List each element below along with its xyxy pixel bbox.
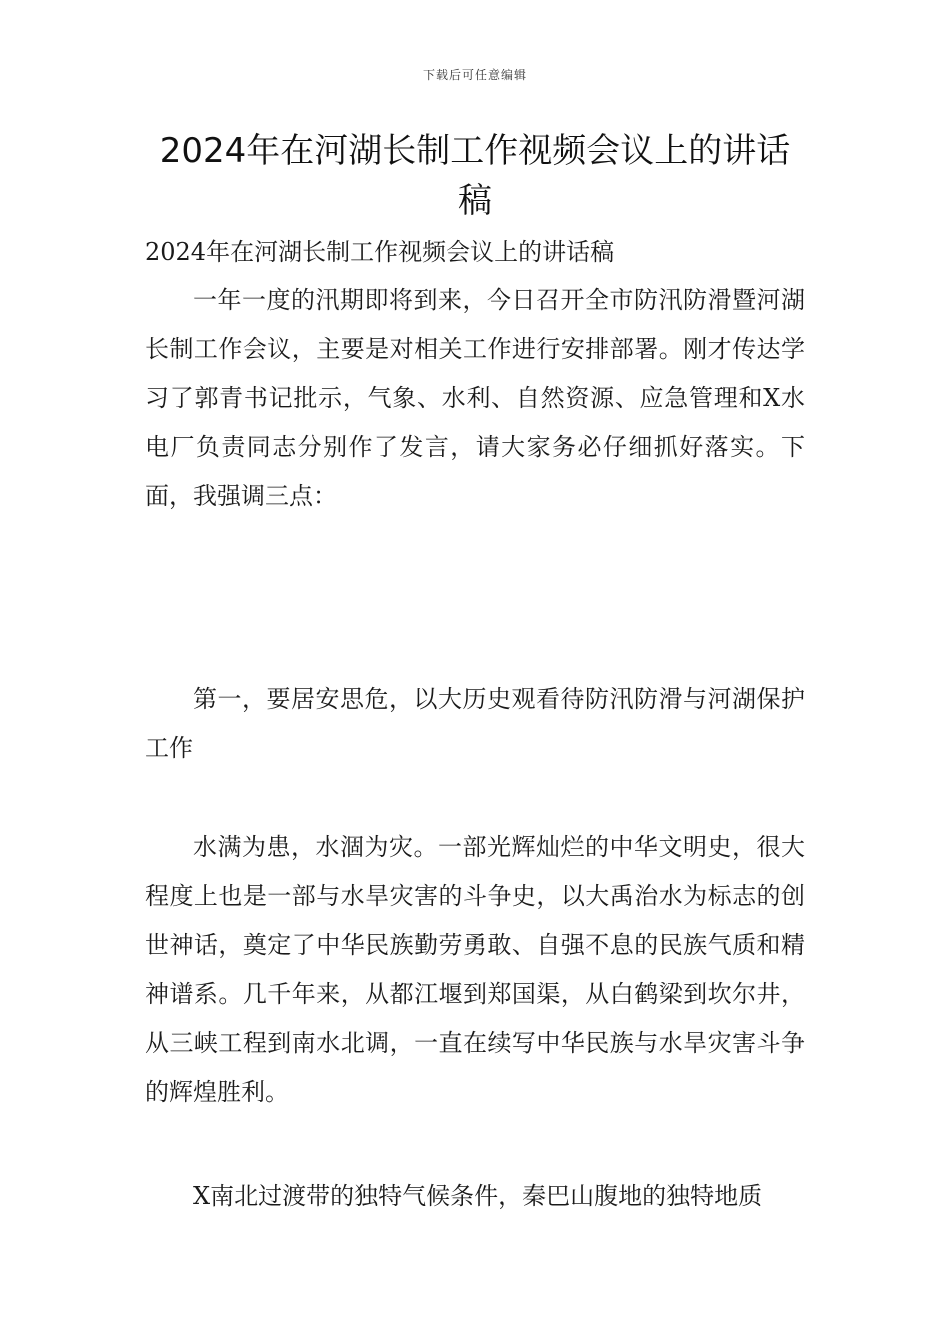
- paragraph-climate: X南北过渡带的独特气候条件，秦巴山腹地的独特地质: [193, 1182, 763, 1210]
- document-subtitle: 2024年在河湖长制工作视频会议上的讲话稿: [145, 238, 615, 266]
- paragraph-section-heading: 第一，要居安思危，以大历史观看待防汛防滑与河湖保护工作: [145, 685, 805, 762]
- paragraph-history: 水满为患，水涸为灾。一部光辉灿烂的中华文明史，很大程度上也是一部与水旱灾害的斗争史，以大禹治水为标志的创世神话，奠定了中华民族勤劳勇敢、自强不息的民族气质和精神谱系。几千年来，从都江堰到郑国渠，从白鹤梁到坎尔井，从三峡工程到南水北调，一直在续写中华民族与水旱灾害斗争的辉煌胜利。: [145, 833, 805, 1106]
- document-title: 2024年在河湖长制工作视频会议上的讲话稿: [159, 131, 791, 221]
- paragraph-intro: 一年一度的汛期即将到来，今日召开全市防汛防滑暨河湖长制工作会议，主要是对相关工作进行安排部署。刚才传达学习了郭青书记批示，气象、水利、自然资源、应急管理和X水电厂负责同志分别作了发言，请大家务必仔细抓好落实。下面，我强调三点：: [145, 286, 805, 510]
- header-note: 下载后可任意编辑: [422, 68, 527, 82]
